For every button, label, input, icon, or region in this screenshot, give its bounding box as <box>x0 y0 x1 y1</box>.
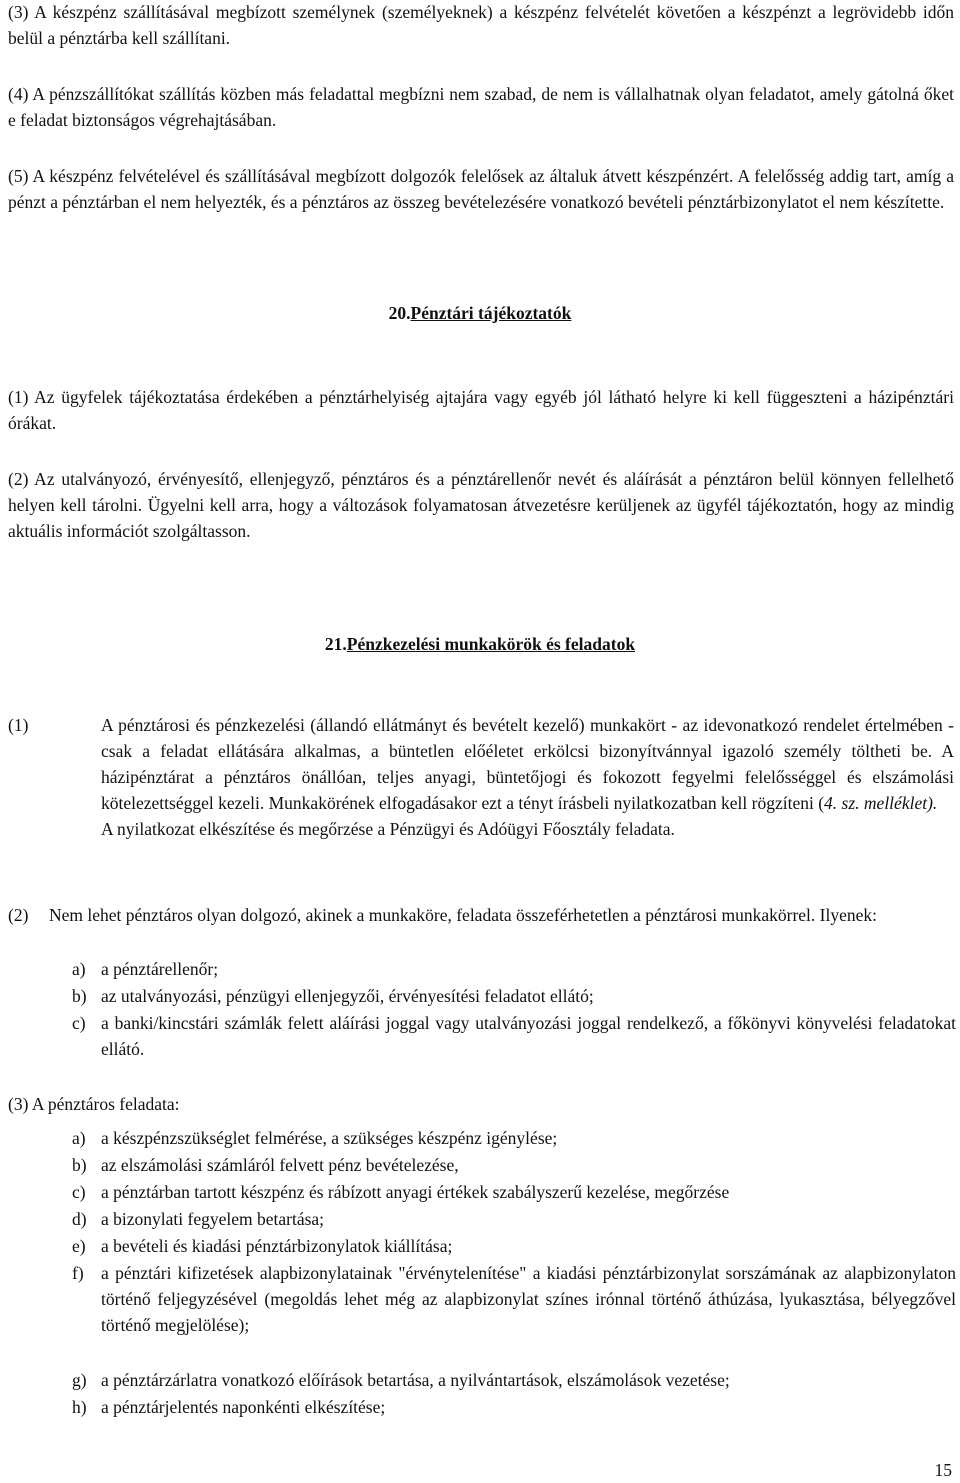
section-number: 20. <box>388 303 411 323</box>
paragraph-20-1: (1) Az ügyfelek tájékoztatása érdekében a pénztárhelyiség ajtajára vagy egyéb jól látható helyre ki kell függeszteni a házipénztári órákat. <box>8 387 954 433</box>
list-text: a pénztári kifizetések alapbizonylatainak "érvénytelenítése" a kiadási pénztárbizonylat sorszámának az alapbizonylaton történő feljegyzésével (megoldás lehet még az alapbizonylat színes irónnal történő áthúzása, lyukasztása, bélyegzővel történő megjelölése); <box>101 1263 956 1335</box>
list-item <box>72 1367 956 1393</box>
section-title: Pénzkezelési munkakörök és feladatok <box>346 634 636 654</box>
list-text: a készpénzszükséglet felmérése, a szükséges készpénz igénylése; <box>101 1128 558 1148</box>
paragraph-19-3: (3) A készpénz szállításával megbízott személynek (személyeknek) a készpénz felvételét követően a készpénzt a legrövidebb időn belül a pénztárba kell szállítani. <box>8 2 954 48</box>
list-text: a bizonylati fegyelem betartása; <box>101 1209 325 1229</box>
list-text: az elszámolási számláról felvett pénz bevételezése, <box>101 1155 459 1175</box>
section-title: Pénztári tájékoztatók <box>410 303 572 323</box>
paragraph-19-5: (5) A készpénz felvételével és szállításával megbízott dolgozók felelősek az általuk átvett készpénzért. A felelősség addig tart, amíg a pénzt a pénztárban el nem helyezték, és a pénztáros az összeg bevételezésére vonatkozó bevételi pénztárbizonylatot el nem készítette. <box>8 166 954 212</box>
list-marker: c) <box>72 1182 86 1202</box>
list-text: a pénztárzárlatra vonatkozó előírások betartása, a nyilvántartások, elszámolások vezetése; <box>101 1370 730 1390</box>
list-item <box>72 1010 956 1062</box>
list-marker: c) <box>72 1013 86 1033</box>
list-marker: b) <box>72 986 87 1006</box>
paragraph-label: (1) <box>8 715 29 735</box>
paragraph-21-3-heading: (3) A pénztáros feladata: <box>8 1094 180 1114</box>
list-text: a pénztárellenőr; <box>101 959 219 979</box>
list-item <box>72 1260 956 1338</box>
list-marker: e) <box>72 1236 86 1256</box>
paragraph-21-1 <box>8 712 954 842</box>
paragraph-text: A pénztárosi és pénzkezelési (állandó ellátmányt és bevételt kezelő) munkakört - az idevonatkozó rendelet értelmében - csak a feladat ellátására alkalmas, a büntetlen előéletet erkölcsi bizonyítvánnyal igazoló személy töltheti be. A házipénztárat a pénztáros önállóan, teljes anyagi, büntetőjogi és fokozott fegyelmi felelősséggel és elszámolási kötelezettséggel kezeli. Munkakörének elfogadásakor ezt a tényt írásbeli nyilatkozatban kell rögzíteni ( <box>101 715 954 813</box>
list-item <box>72 1179 956 1205</box>
list-item <box>72 983 956 1009</box>
paragraph-label: (2) <box>8 905 29 925</box>
list-text: a pénztárban tartott készpénz és rábízott anyagi értékek szabályszerű kezelése, megőrzése <box>101 1182 730 1202</box>
paragraph-19-4: (4) A pénzszállítókat szállítás közben más feladattal megbízni nem szabad, de nem is vállalhatnak olyan feladatot, amely gátolná őket e feladat biztonságos végrehajtásában. <box>8 84 954 130</box>
list-marker: d) <box>72 1209 87 1229</box>
section-heading-20 <box>0 300 960 326</box>
list-item <box>72 1233 956 1259</box>
section-heading-21 <box>0 631 960 657</box>
list-text: a bevételi és kiadási pénztárbizonylatok kiállítása; <box>101 1236 453 1256</box>
paragraph-21-2 <box>8 902 954 928</box>
paragraph-20-2: (2) Az utalványozó, érvényesítő, ellenjegyző, pénztáros és a pénztárellenőr nevét és aláírását a pénztáron belül könnyen fellelhető helyen kell tárolni. Ügyelni kell arra, hogy a változások folyamatosan átvezetésre kerüljenek az ügyfél tájékoztatón, hogy az mindig aktuális információt szolgáltasson. <box>8 469 954 541</box>
list-item <box>72 1206 956 1232</box>
list-marker: h) <box>72 1397 87 1417</box>
list-item <box>72 956 956 982</box>
list-marker: a) <box>72 959 86 979</box>
page-number: 15 <box>934 1460 952 1480</box>
list-text: a banki/kincstári számlák felett aláírási joggal vagy utalványozási joggal rendelkező, a főkönyvi könyvelési feladatokat ellátó. <box>101 1013 956 1059</box>
list-marker: f) <box>72 1263 84 1283</box>
list-marker: b) <box>72 1155 87 1175</box>
paragraph-body <box>101 712 954 842</box>
list-marker: a) <box>72 1128 86 1148</box>
list-text: a pénztárjelentés naponkénti elkészítése; <box>101 1397 386 1417</box>
list-item <box>72 1152 956 1178</box>
annex-reference: 4. sz. melléklet). <box>824 793 938 813</box>
paragraph-text: Nem lehet pénztáros olyan dolgozó, akinek a munkaköre, feladata összeférhetetlen a pénztárosi munkakörrel. Ilyenek: <box>49 905 877 925</box>
list-text: az utalványozási, pénzügyi ellenjegyzői, érvényesítési feladatot ellátó; <box>101 986 594 1006</box>
paragraph-body <box>49 902 954 928</box>
list-item <box>72 1394 956 1420</box>
section-number: 21. <box>324 634 347 654</box>
list-item <box>72 1125 956 1151</box>
paragraph-tail: A nyilatkozat elkészítése és megőrzése a Pénzügyi és Adóügyi Főosztály feladata. <box>101 819 675 839</box>
list-marker: g) <box>72 1370 87 1390</box>
